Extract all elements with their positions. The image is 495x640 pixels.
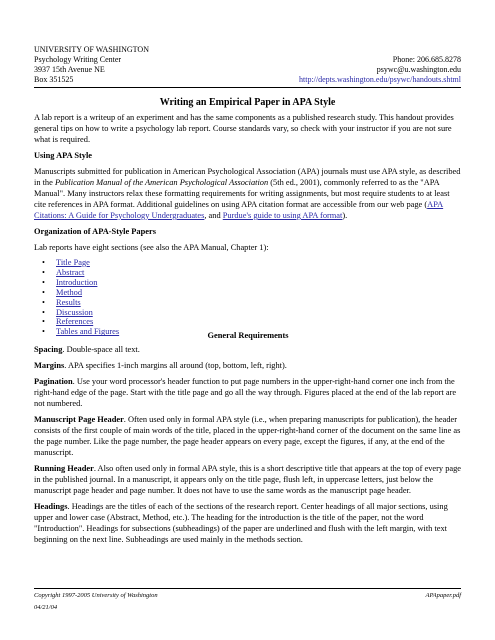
section-link-discussion[interactable]: Discussion: [56, 307, 93, 317]
list-item: [56, 308, 462, 318]
term-label: Spacing: [34, 345, 63, 355]
term-label: Pagination: [34, 377, 73, 387]
section-link-introduction[interactable]: Introduction: [56, 277, 98, 287]
headings-paragraph: [34, 501, 462, 545]
footer-line: [34, 592, 461, 599]
text-span: ).: [342, 211, 348, 220]
center-name: Psychology Writing Center: [34, 55, 122, 64]
section-list: [34, 258, 462, 337]
text-span: (5th ed., 2001), commonly referred to as the "APA Manual". Many instructors relax these formatting requirements for writing assignments, but most require students to at least cite references in APA format. Additional guidelines on using APA citation format are accessible from our web page (: [34, 178, 450, 209]
list-item: [56, 268, 462, 278]
website-link[interactable]: http://depts.washington.edu/psywc/handouts.shtml: [299, 75, 461, 84]
organization-intro: Lab reports have eight sections (see also the APA Manual, Chapter 1):: [34, 243, 269, 252]
term-label: Running Header: [34, 464, 94, 474]
pagination-paragraph: [34, 376, 462, 409]
list-item: [56, 288, 462, 298]
intro-paragraph: A lab report is a writeup of an experiment and has the same components as a published research study. This handout provides general tips on how to write a psychology lab report. Course standards vary, so check with your instructor if you are not sure what is required.: [34, 113, 454, 144]
revision-date: 04/21/04: [34, 604, 58, 611]
term-label: Margins: [34, 361, 65, 371]
list-item: [56, 327, 462, 337]
margins-paragraph: [34, 360, 462, 371]
spacing-paragraph: [34, 344, 462, 355]
footer-date-line: [34, 604, 461, 611]
list-item: [56, 317, 462, 327]
document-body: [34, 112, 462, 550]
phone: Phone: 206.685.8278: [392, 55, 461, 64]
section-link-results[interactable]: Results: [56, 297, 81, 307]
copyright: Copyright 1997-2005 University of Washington: [34, 592, 158, 599]
section-link-references[interactable]: References: [56, 317, 94, 327]
running-header-paragraph: [34, 463, 462, 496]
text-span: . Use your word processor's header function to put page numbers in the upper-right-hand corner one inch from the right-hand edge of the page. Start with the title page and go all the way through. Figures placed at the end of the lab report are not numbered.: [34, 377, 457, 409]
street-address: 3937 15th Avenue NE: [34, 65, 105, 74]
section-link-title-page[interactable]: Title Page: [56, 258, 90, 267]
letterhead: [34, 45, 461, 85]
file-name: APApaper.pdf: [425, 592, 461, 599]
term-label: Manuscript Page Header: [34, 415, 124, 425]
text-span: . Often used only in formal APA style (i.e., when preparing manuscripts for publication), the header consists of the first couple of main words of the title, placed in the upper-right-hand corner of the document on the same line as the page number. Like the page number, the page header appears on every page, except the figures, if any, at the end of the manuscript.: [34, 415, 461, 458]
section-link-tables-figures[interactable]: Tables and Figures: [56, 327, 120, 337]
manual-title: Publication Manual of the American Psychological Association: [54, 178, 269, 187]
list-item: [56, 258, 462, 268]
text-span: . Also often used only in formal APA style, this is a short descriptive title that appears at the top of every page in the published journal. In a manuscript, it appears only on the title page, flush left, in uppercase letters, just below the manuscript page header and page number. It does not have to use the same words as the manuscript page header.: [34, 464, 462, 496]
text-span: . APA specifies 1-inch margins all around (top, bottom, left, right).: [64, 361, 287, 371]
section-link-abstract[interactable]: Abstract: [56, 267, 85, 277]
box-number: Box 351525: [34, 75, 74, 84]
apa-citations-link[interactable]: APA Citations: A Guide for Psychology Undergraduates: [34, 200, 444, 220]
section-link-method[interactable]: Method: [56, 287, 83, 297]
page-title: Writing an Empirical Paper in APA Style: [159, 97, 336, 108]
purdue-guide-link[interactable]: Purdue's guide to using APA format: [222, 211, 343, 220]
using-apa-paragraph: [34, 166, 462, 221]
text-span: . Headings are the titles of each of the sections of the research report. Center headings of all major sections, using upper and lower case (Abstract, Method, etc.). The heading for the introduction is the title of the paper, not the word "Introduction". Headings for subsections (subheadings) of the paper are underlined and flush with the left margin, with text beginning on the next line. Subheadings are used mainly in the methods section.: [34, 502, 448, 545]
manuscript-header-paragraph: [34, 414, 462, 458]
list-item: [56, 298, 462, 308]
email: psywc@u.washington.edu: [376, 65, 461, 74]
using-apa-heading: Using APA Style: [34, 151, 93, 160]
organization-heading: Organization of APA-Style Papers: [34, 227, 156, 236]
list-item: [56, 278, 462, 288]
header-rule: [34, 87, 461, 88]
general-requirements-heading: General Requirements: [207, 331, 289, 341]
text-span: Manuscripts submitted for publication in American Psychological Association (APA) journals must use APA style, as described in the: [34, 167, 461, 187]
term-label: Headings: [34, 502, 68, 512]
text-span: . Double-space all text.: [62, 345, 140, 355]
footer-rule: [34, 588, 461, 589]
text-span: , and: [204, 211, 223, 220]
org-name: UNIVERSITY OF WASHINGTON: [34, 45, 149, 54]
